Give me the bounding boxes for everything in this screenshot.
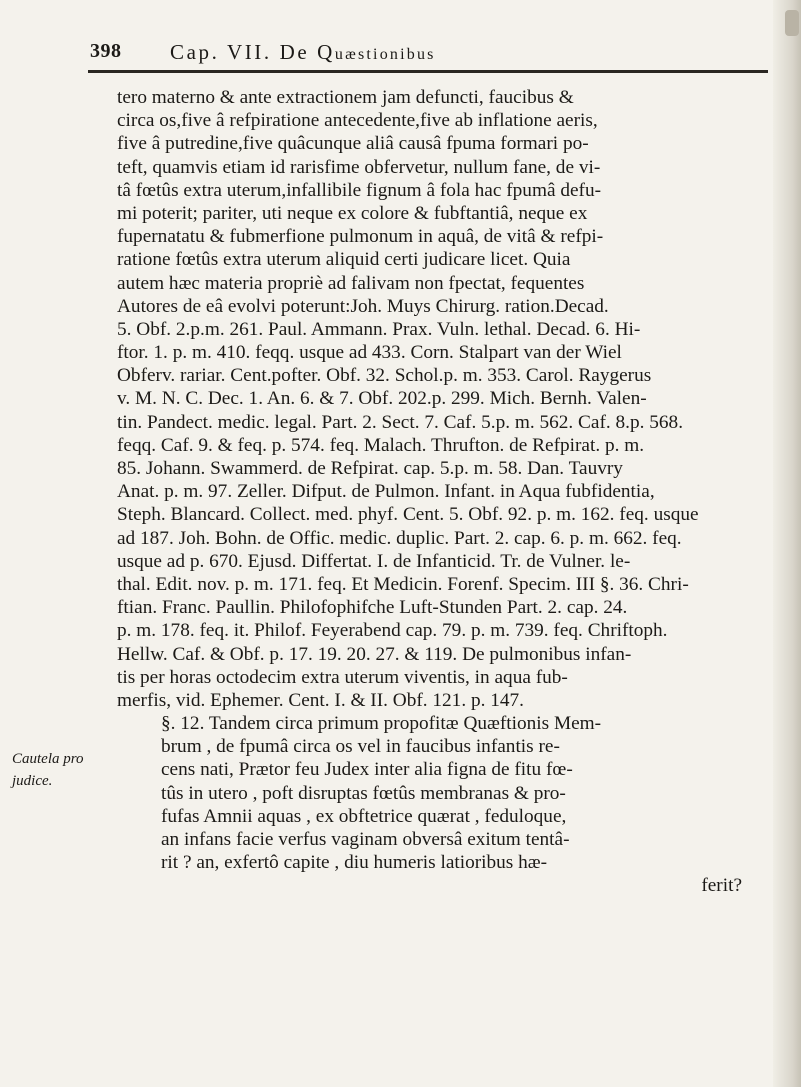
- text-line: ftor. 1. p. m. 410. feqq. usque ad 433. Corn. Stalpart van der Wiel: [117, 342, 622, 364]
- text-line: tis per horas octodecim extra uterum viventis, in aqua fub-: [117, 666, 568, 688]
- text-line: Obferv. rariar. Cent.pofter. Obf. 32. Schol.p. m. 353. Carol. Raygerus: [117, 365, 652, 387]
- text-line: v. M. N. C. Dec. 1. An. 6. & 7. Obf. 202.p. 299. Mich. Bernh. Valen-: [117, 388, 647, 410]
- text-line: 85. Johann. Swammerd. de Refpirat. cap. 5.p. m. 58. Dan. Tauvry: [117, 458, 623, 479]
- text-line: brum , de fpumâ circa os vel in faucibus infantis re-: [161, 736, 560, 758]
- margin-note: judice.: [12, 773, 53, 789]
- page-number: 398: [90, 40, 122, 62]
- text-line: §. 12. Tandem circa primum propofitæ Quæftionis Mem-: [161, 713, 602, 735]
- text-line: feqq. Caf. 9. & feq. p. 574. feq. Malach. Thrufton. de Refpirat. p. m.: [117, 434, 645, 456]
- text-line: ratione fœtûs extra uterum aliquid certi judicare licet. Quia: [117, 249, 571, 271]
- text-line: fupernatatu & fubmerfione pulmonum in aquâ, de vitâ & refpi-: [117, 226, 604, 248]
- running-head: [170, 40, 760, 65]
- header-rule: [88, 70, 768, 73]
- text-line: an infans facie verfus vaginam obversâ exitum tentâ-: [161, 829, 570, 850]
- text-line: fufas Amnii aquas , ex obftetrice quærat , feduloque,: [161, 805, 567, 827]
- text-line: tin. Pandect. medic. legal. Part. 2. Sect. 7. Caf. 5.p. m. 562. Caf. 8.p. 568.: [117, 411, 684, 433]
- text-line: Anat. p. m. 97. Zeller. Difput. de Pulmon. Infant. in Aqua fubfidentia,: [117, 481, 655, 503]
- text-line: 5. Obf. 2.p.m. 261. Paul. Ammann. Prax. Vuln. lethal. Decad. 6. Hi-: [117, 318, 641, 340]
- scan-mark: [785, 10, 799, 36]
- text-line: ferit?: [701, 875, 742, 897]
- text-line: autem hæc materia propriè ad falivam non fpectat, fequentes: [117, 272, 585, 294]
- text-line: cens nati, Prætor feu Judex inter alia figna de fitu fœ-: [161, 759, 573, 781]
- running-head-prefix: Cap. VII. De Q: [170, 40, 335, 64]
- text-line: tâ fœtûs extra uterum,infallibile fignum â fola hac fpumâ defu-: [117, 179, 601, 201]
- text-line: mi poterit; pariter, uti neque ex colore & fubftantiâ, neque ex: [117, 202, 588, 224]
- text-line: circa os,five â refpiratione antecedente,five ab inflatione aeris,: [117, 110, 598, 132]
- text-line: teft, quamvis etiam id rarisfime obfervetur, nullum fane, de vi-: [117, 156, 601, 178]
- text-line: rit ? an, exfertô capite , diu humeris latioribus hæ-: [161, 852, 548, 874]
- running-head-rest: uæstionibus: [334, 46, 436, 63]
- body-text: [117, 86, 782, 898]
- text-line: p. m. 178. feq. it. Philof. Feyerabend cap. 79. p. m. 739. feq. Chriftoph.: [117, 620, 668, 642]
- text-line: tero materno & ante extractionem jam defuncti, faucibus &: [117, 87, 574, 108]
- text-line: Autores de eâ evolvi poterunt:Joh. Muys Chirurg. ration.Decad.: [117, 295, 609, 317]
- text-line: thal. Edit. nov. p. m. 171. feq. Et Medicin. Forenf. Specim. III §. 36. Chri-: [117, 573, 689, 595]
- text-line: five â putredine,five quâcunque aliâ causâ fpuma formari po-: [117, 133, 589, 155]
- margin-note: Cautela pro: [12, 751, 84, 767]
- text-line: Hellw. Caf. & Obf. p. 17. 19. 20. 27. & 119. De pulmonibus infan-: [117, 643, 632, 665]
- text-line: ad 187. Joh. Bohn. de Offic. medic. duplic. Part. 2. cap. 6. p. m. 662. feq.: [117, 527, 682, 549]
- text-line: Steph. Blancard. Collect. med. phyf. Cent. 5. Obf. 92. p. m. 162. feq. usque: [117, 504, 699, 526]
- text-line: merfis, vid. Ephemer. Cent. I. & II. Obf. 121. p. 147.: [117, 689, 524, 711]
- text-line: tûs in utero , poft disruptas fœtûs membranas & pro-: [161, 782, 566, 804]
- text-line: usque ad p. 670. Ejusd. Differtat. I. de Infanticid. Tr. de Vulner. le-: [117, 550, 631, 572]
- text-line: ftian. Franc. Paullin. Philofophifche Luft-Stunden Part. 2. cap. 24.: [117, 597, 628, 619]
